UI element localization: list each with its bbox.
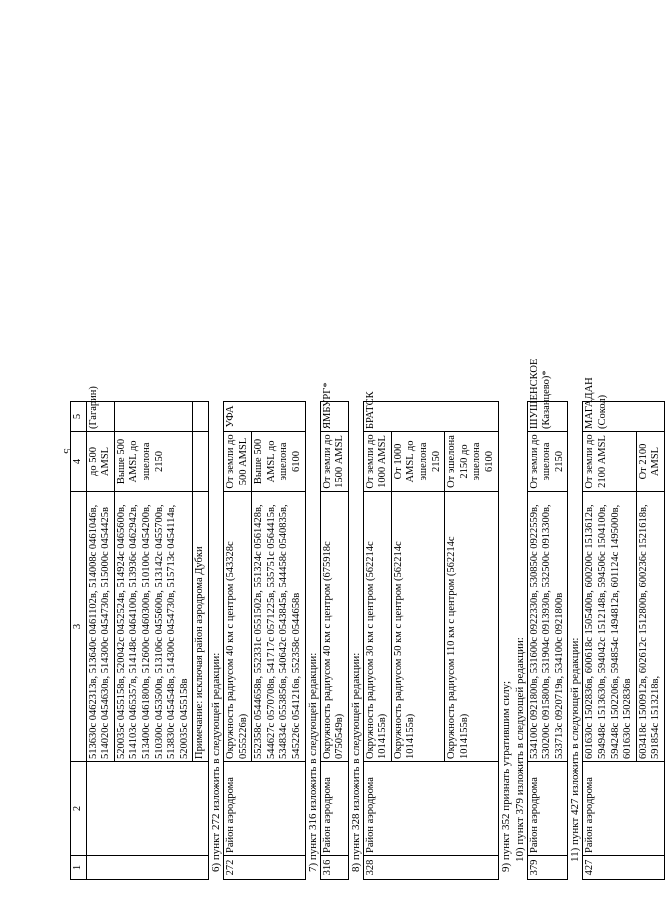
airport-cell: УФА [223,402,305,432]
coords-cell: 513630с 0462313в, 513640с 0461102в, 514008с 0461046в, 514020с 0454630в, 514300с 0454730в, 515000с 0454425в [86,492,114,762]
section-heading: 8) пункт 328 изложить в следующей редакции: [349,652,362,872]
header-cell: 4 [71,432,87,492]
item-number: 427 [583,856,665,880]
table-continuation [70,386,209,880]
section-heading: 11) пункт 427 изложить в следующей редакции: [569,637,582,862]
altitude-cell: От земли до эшелона 2150 [527,432,568,492]
table-row [86,402,114,880]
page-number: 5 [60,448,73,454]
item-number: 272 [223,856,305,880]
area-cell: Район аэродрома [527,762,568,856]
item-number: 328 [363,856,498,880]
coords-cell: Окружность радиусом 40 км с центром (675918с 0750549в) [320,492,348,762]
table-272 [223,401,306,880]
altitude-cell: От 2100 AMSL [636,432,664,492]
area-cell: Район аэродрома [320,762,348,856]
item-number: 379 [527,856,568,880]
section-heading: 7) пункт 316 изложить в следующей редакции: [306,652,319,872]
area-cell: Район аэродрома [583,762,665,856]
coords-cell: Окружность радиусом 50 км с центром (562214с 1014155в) [391,492,444,762]
airport-cell: ЯМБУРГ* [320,402,348,432]
airport-cell: МАГАДАН (Сокол) [583,402,665,432]
altitude-cell: до 500 AMSL [86,432,114,492]
item-9-text: 9) пункт 352 признать утратившим силу; [499,680,512,872]
table-row [527,402,568,880]
altitude-cell: От 1000 AMSL до эшелона 2150 [391,432,444,492]
table-row [320,402,348,880]
airport-cell: БРАТСК [363,402,498,432]
rotated-content [70,30,662,880]
altitude-cell: От земли до 1000 AMSL [363,432,391,492]
item-number: 316 [320,856,348,880]
coords-cell: 603418с 1500912в, 602612с 1512800в, 600236с 1521618в, 591854с 1513218в, [636,492,664,762]
header-cell: 5 [71,402,87,432]
header-cell: 3 [71,492,87,762]
section-heading: 10) пункт 379 изложить в следующей редакции: [513,637,526,862]
altitude-cell: От земли до 1500 AMSL [320,432,348,492]
table-header-row [71,402,87,880]
coords-cell: Окружность радиусом 110 км с центром (562214с 1014155в) [445,492,498,762]
coords-cell: Окружность радиусом 40 км с центром (543328с 0555226в) [223,492,251,762]
coords-cell: 552358с 0544658в, 552331с 0551502в, 551324с 0561428в, 544627с 0570708в, 541717с 0571225в, 535751с 0564415в, 534834с 0553856в, 540642с 0543845в, 544458с 0540835в, 545226с 0541216в, 552358с 0544658в [252,492,305,762]
area-cell: Район аэродрома [363,762,498,856]
note-cell: Примечание: исключая район аэродрома Дубки [193,492,209,762]
table-row [223,402,251,880]
altitude-cell: От земли до 500 AMSL [223,432,251,492]
table-row [363,402,391,880]
altitude-cell: От эшелона 2150 до эшелона 6100 [445,432,498,492]
table-328 [363,391,499,880]
table-427 [582,377,665,880]
airport-cell: ШУШЕНСКОЕ (Казанцево)* [527,402,568,432]
coords-cell: 520035с 0455158в, 520042с 0452524в, 514924с 0465600в, 514103с 0465357в, 514148с 0464100в, 513936с 0462942в, 513400с 0461800в, 512600с 0460300в, 510100с 0454200в, 510300с 0453500в, 513106с 0455600в, 513142с 0455700в, 513830с 0454548в, 514300с 0454730в, 515713с 0454114в, 520035с 0455158в [114,492,193,762]
area-cell: Район аэродрома [223,762,305,856]
coords-cell: Окружность радиусом 30 км с центром (562214с 1014155в) [363,492,391,762]
table-316 [320,382,349,880]
header-cell: 2 [71,762,87,856]
airport-cell: (Гагарин) [86,402,114,432]
coords-cell: 601630с 1502836в, 600618с 1505400в, 600200с 1513612в, 594948с 1513630в, 594042с 1512148в, 594506с 1504100в, 594248с 1502206в, 594854с 1494812в, 601124с 1495000в, 601630с 1502836в [583,492,636,762]
altitude-cell: Выше 500 AMSL до эшелона 6100 [252,432,305,492]
header-cell: 1 [71,856,87,880]
table-379 [527,358,569,880]
altitude-cell: От земли до 2100 AMSL [583,432,636,492]
table-row [583,402,636,880]
altitude-cell: Выше 500 AMSL до эшелона 2150 [114,432,193,492]
section-heading: 6) пункт 272 изложить в следующей редакции: [209,652,222,872]
coords-cell: 534100с 0921800в, 531600с 0922330в, 530850с 0922559в, 530200с 0915800в, 531904с 0913930в, 532500с 0913300в, 533713с 0920719в, 534100с 0921800в [527,492,568,762]
